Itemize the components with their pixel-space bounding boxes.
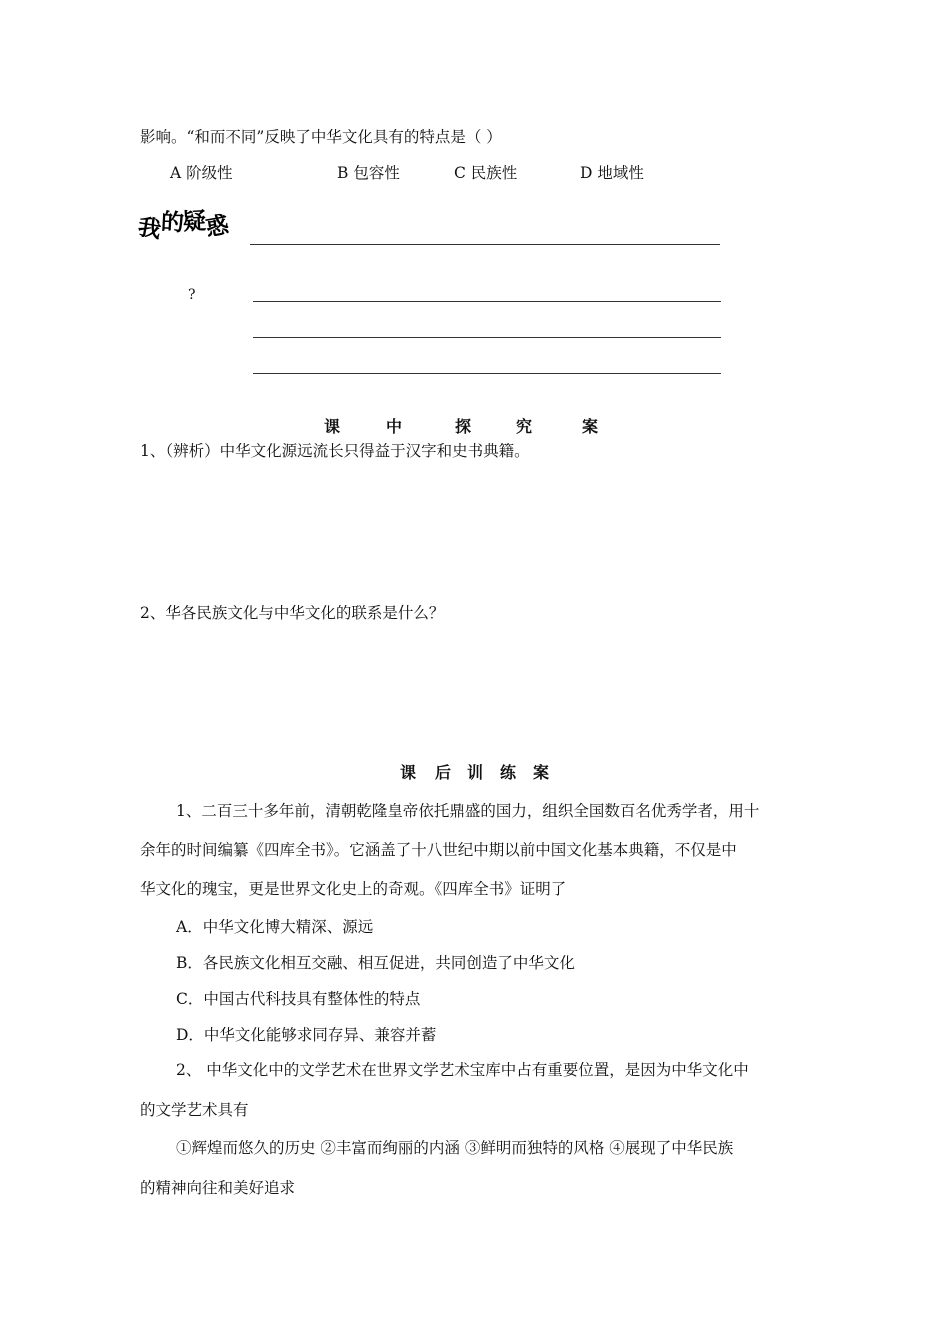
after-class-q2-items-line: 的精神向往和美好追求 xyxy=(140,1179,296,1197)
in-class-question-2: 2、华各民族文化与中华文化的联系是什么？ xyxy=(140,604,445,622)
question-text: 影响。“和而不同”反映了中华文化具有的特点是（ ） xyxy=(140,128,502,146)
after-class-q1-line: 华文化的瑰宝，更是世界文化史上的奇观。《四库全书》证明了 xyxy=(140,880,567,898)
question-mark: ? xyxy=(188,287,196,303)
answer-line xyxy=(250,244,720,245)
after-class-q1-option-a: A．中华文化博大精深、源远 xyxy=(176,918,374,936)
answer-line xyxy=(253,337,721,338)
wordart-char: 的 xyxy=(160,209,184,237)
after-class-q1-option-c: C．中国古代科技具有整体性的特点 xyxy=(176,990,421,1008)
in-class-question-1: 1、（辨析）中华文化源远流长只得益于汉字和史书典籍。 xyxy=(140,442,530,460)
in-class-title-char: 中 xyxy=(386,417,403,436)
in-class-title-char: 课 xyxy=(324,417,341,436)
after-class-q1-line: 余年的时间编纂《四库全书》。它涵盖了十八世纪中期以前中国文化基本典籍，不仅是中 xyxy=(140,841,737,859)
after-class-title-char: 训 xyxy=(467,763,484,782)
in-class-title-char: 探 xyxy=(455,417,472,436)
in-class-title-char: 案 xyxy=(582,417,599,436)
after-class-q1-line: 1、二百三十多年前，清朝乾隆皇帝依托鼎盛的国力，组织全国数百名优秀学者，用十 xyxy=(176,802,760,820)
after-class-q2-line: 2、 中华文化中的文学艺术在世界文学艺术宝库中占有重要位置，是因为中华文化中 xyxy=(176,1061,749,1079)
after-class-q1-option-d: D．中华文化能够求同存异、兼容并蓄 xyxy=(176,1026,437,1044)
in-class-title-char: 究 xyxy=(516,417,533,436)
answer-line xyxy=(253,373,721,374)
option-d: D 地域性 xyxy=(580,164,644,182)
option-a: A 阶级性 xyxy=(170,164,233,182)
after-class-title-char: 案 xyxy=(533,763,550,782)
after-class-title-char: 练 xyxy=(500,763,517,782)
option-c: C 民族性 xyxy=(454,164,518,182)
after-class-q2-items-line: ①辉煌而悠久的历史 ②丰富而绚丽的内涵 ③鲜明而独特的风格 ④展现了中华民族 xyxy=(176,1139,734,1157)
after-class-title-char: 课 xyxy=(400,763,417,782)
wordart-char: 我 xyxy=(135,214,163,244)
after-class-title-char: 后 xyxy=(435,763,452,782)
answer-line xyxy=(253,301,721,302)
my-doubts-wordart xyxy=(135,208,230,244)
after-class-q1-option-b: B．各民族文化相互交融、相互促进，共同创造了中华文化 xyxy=(176,954,575,972)
after-class-q2-line: 的文学艺术具有 xyxy=(140,1101,249,1119)
option-b: B 包容性 xyxy=(337,164,400,182)
wordart-char: 疑 xyxy=(182,208,206,236)
wordart-char: 惑 xyxy=(203,212,230,242)
